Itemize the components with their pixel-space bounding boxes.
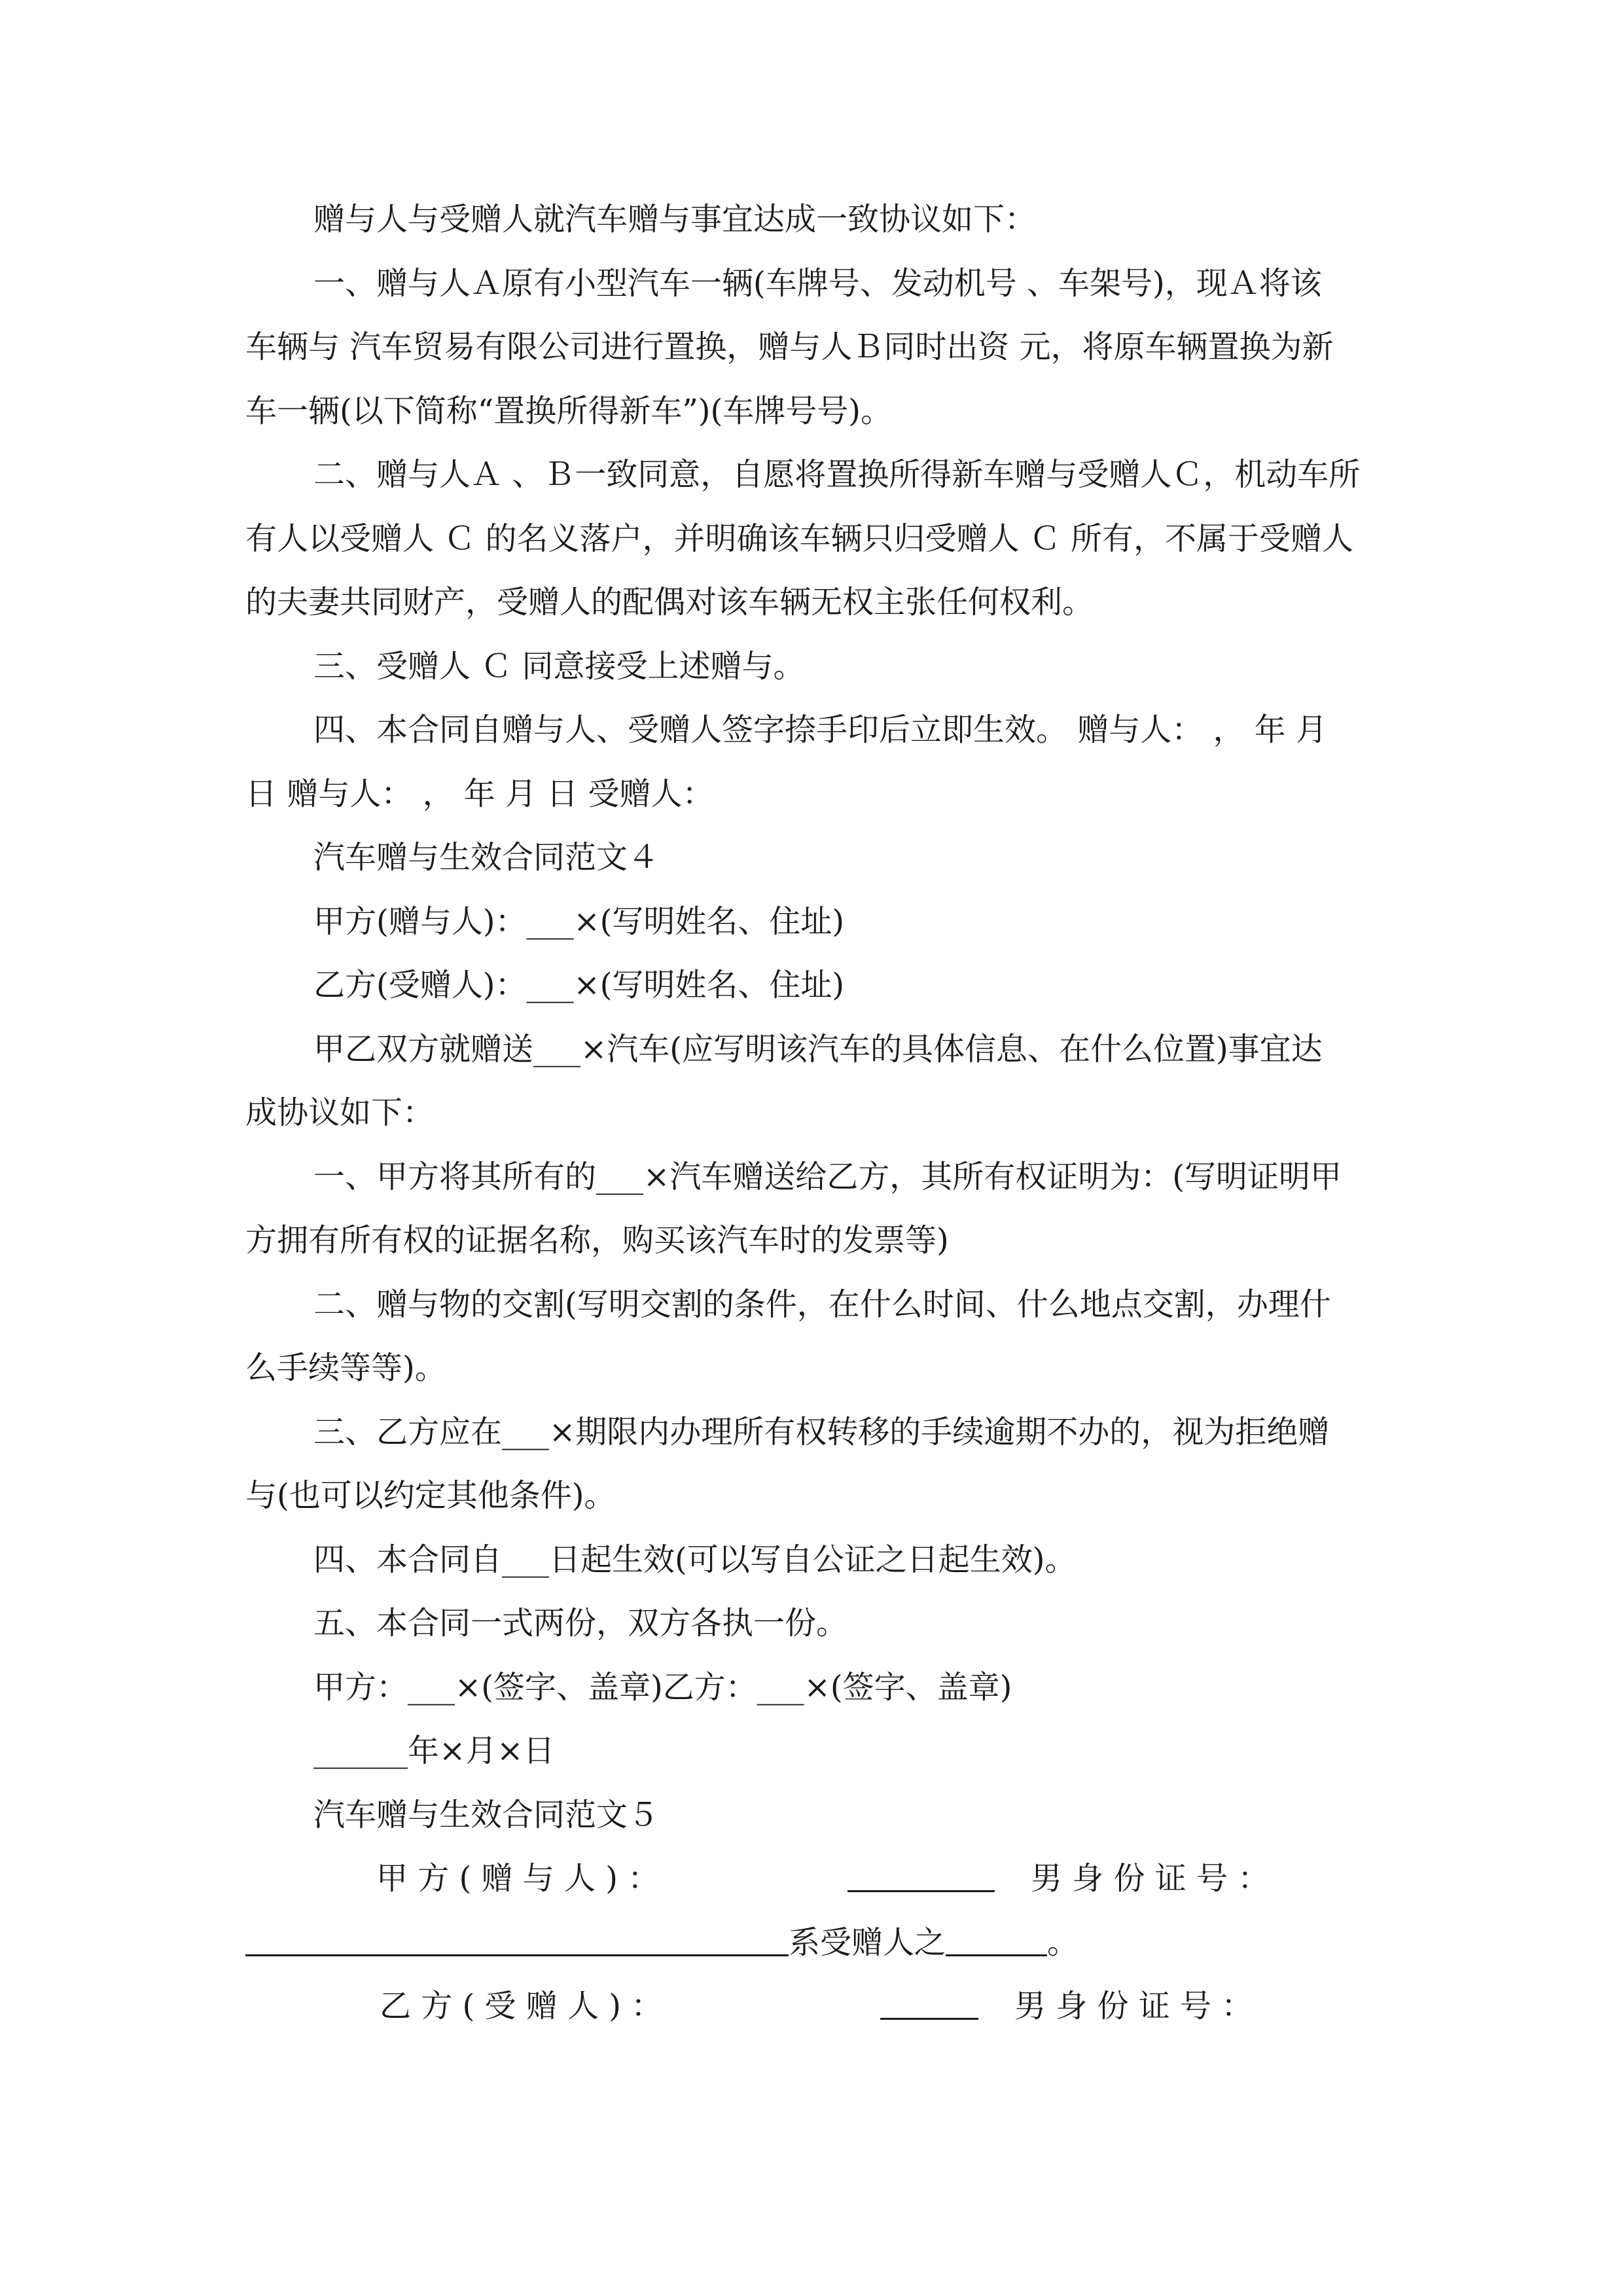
- text-line: 四、本合同自___日起生效(可以写自公证之日起生效)。: [313, 1541, 1077, 1578]
- party-a-line: [245, 1859, 1378, 1898]
- text-line: 四、本合同自赠与人、受赠人签字捺手印后立即生效。 赠与人： ， 年 月: [313, 711, 1328, 748]
- text-line: 车辆与 汽车贸易有限公司进行置换，赠与人Ｂ同时出资 元，将原车辆置换为新: [245, 329, 1334, 365]
- text-line: 车一辆(以下简称“置换所得新车”)(车牌号号)。: [245, 393, 892, 429]
- text-line: 成协议如下：: [245, 1094, 435, 1131]
- text-line: 赠与人与受赠人就汽车赠与事宜达成一致协议如下：: [313, 201, 1037, 238]
- text-line: 么手续等等)。: [245, 1350, 446, 1386]
- text-line: 二、赠与人Ａ 、Ｂ一致同意，自愿将置换所得新车赠与受赠人Ｃ，机动车所: [313, 456, 1361, 493]
- text-line: 日 赠与人： ， 年 月 日 受赠人：: [245, 776, 714, 812]
- relation-line: [245, 1923, 1378, 1962]
- text-line: 有人以受赠人 Ｃ 的名义落户，并明确该车辆只归受赠人 Ｃ 所有，不属于受赠人: [245, 520, 1354, 557]
- text-line: 甲乙双方就赠送___×汽车(应写明该汽车的具体信息、在什么位置)事宜达: [313, 1031, 1323, 1067]
- text-line: 一、赠与人Ａ原有小型汽车一辆(车牌号、发动机号 、车架号)，现Ａ将该: [313, 265, 1322, 302]
- text-line: 三、受赠人 Ｃ 同意接受上述赠与。: [313, 648, 805, 685]
- relation-end: 。: [1047, 1924, 1079, 1961]
- text-line: 与(也可以约定其他条件)。: [245, 1477, 616, 1514]
- text-line: ______年×月×日: [313, 1732, 555, 1769]
- text-line: 一、甲方将其所有的___×汽车赠送给乙方，其所有权证明为：(写明证明甲: [313, 1158, 1342, 1195]
- text-line: 乙方(受赠人)：___×(写明姓名、住址): [313, 967, 845, 1003]
- blank-underline: [847, 1859, 995, 1892]
- party-a-label: 甲 方 ( 赠 与 人 ) ：: [376, 1860, 660, 1897]
- blank-underline: [946, 1923, 1047, 1956]
- blank-underline: [880, 1986, 978, 2020]
- party-b-id-label: 男 身 份 证 号 ：: [1014, 1988, 1253, 2024]
- party-b-label: 乙 方 ( 受 赠 人 ) ：: [380, 1988, 663, 2024]
- party-b-line: [245, 1986, 1378, 2026]
- text-line: 甲方：___×(签字、盖章)乙方：___×(签字、盖章): [313, 1669, 1012, 1706]
- text-line: 二、赠与物的交割(写明交割的条件，在什么时间、什么地点交割，办理什: [313, 1286, 1331, 1323]
- relation-text: 系受赠人之: [789, 1924, 946, 1961]
- text-line: 甲方(赠与人)：___×(写明姓名、住址): [313, 903, 845, 940]
- text-line: 五、本合同一式两份，双方各执一份。: [313, 1605, 848, 1641]
- party-a-id-label: 男 身 份 证 号 ：: [1031, 1860, 1270, 1897]
- blank-underline: [245, 1923, 789, 1956]
- section-heading: 汽车赠与生效合同范文４: [313, 839, 660, 876]
- text-line: 方拥有所有权的证据名称，购买该汽车时的发票等): [245, 1222, 949, 1259]
- text-line: 三、乙方应在___×期限内办理所有权转移的手续逾期不办的，视为拒绝赠: [313, 1414, 1330, 1450]
- section-heading: 汽车赠与生效合同范文５: [313, 1797, 660, 1833]
- text-line: 的夫妻共同财产，受赠人的配偶对该车辆无权主张任何权利。: [245, 584, 1094, 620]
